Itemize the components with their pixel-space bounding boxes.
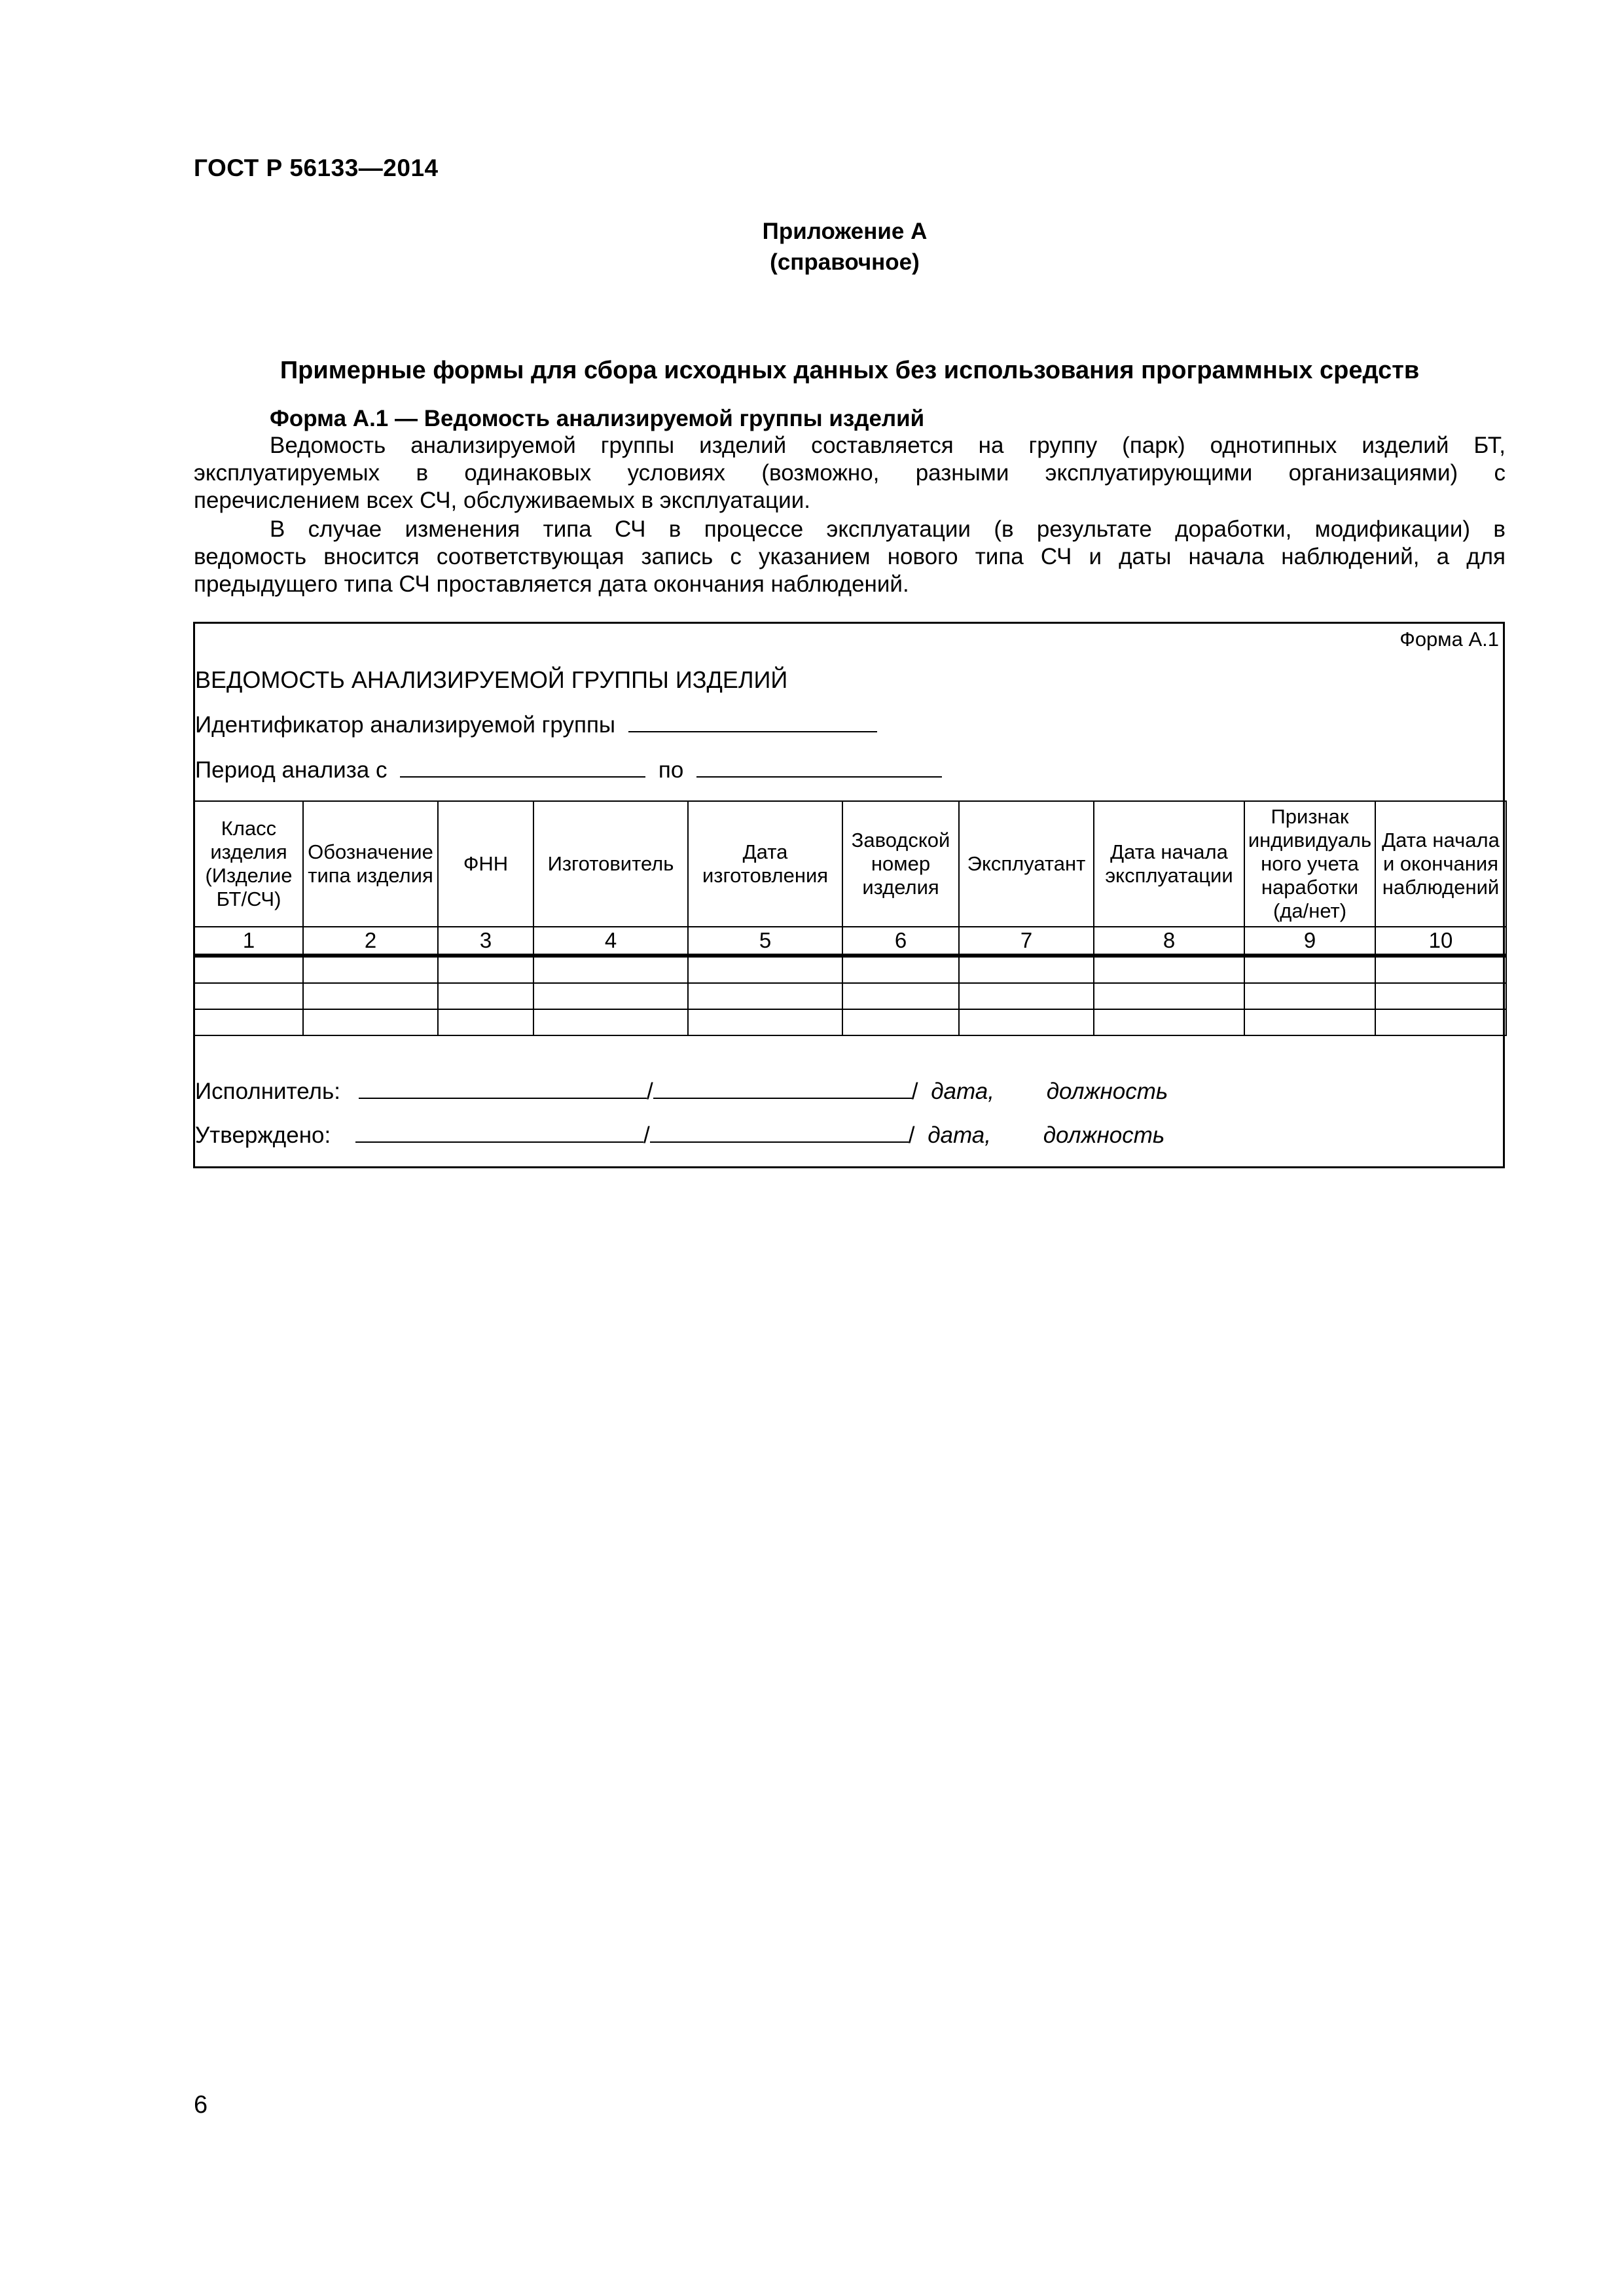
table-row [194, 983, 1506, 1009]
table-cell[interactable] [533, 983, 688, 1009]
column-number: 5 [688, 927, 842, 956]
column-header: ФНН [438, 801, 533, 927]
paragraph-1-line: эксплуатируемых в одинаковых условиях (возможно, разными эксплуатирующими организациями) с [194, 460, 1506, 486]
table-cell[interactable] [1244, 983, 1375, 1009]
column-header: Дата начала и окончания наблюдений [1375, 801, 1506, 927]
executor-label: Исполнитель: [195, 1079, 340, 1104]
approved-label: Утверждено: [195, 1122, 331, 1148]
column-number: 6 [842, 927, 959, 956]
table-cell[interactable] [842, 956, 959, 983]
table-cell[interactable] [194, 1009, 303, 1035]
table-cell[interactable] [688, 983, 842, 1009]
column-header: Изготовитель [533, 801, 688, 927]
table-cell[interactable] [1375, 983, 1506, 1009]
table-number-row [194, 927, 1506, 956]
period-to-label: по [658, 757, 684, 783]
executor-signature-field[interactable] [653, 1079, 912, 1099]
table-cell[interactable] [959, 956, 1094, 983]
column-header: Эксплуатант [959, 801, 1094, 927]
period-from-field[interactable] [400, 758, 645, 778]
table-cell[interactable] [1375, 956, 1506, 983]
table-cell[interactable] [438, 1009, 533, 1035]
column-number: 10 [1375, 927, 1506, 956]
table-cell[interactable] [959, 1009, 1094, 1035]
approved-date-label: дата, [928, 1122, 991, 1148]
column-number: 7 [959, 927, 1094, 956]
table-cell[interactable] [533, 956, 688, 983]
table-cell[interactable] [533, 1009, 688, 1035]
section-title: Примерные формы для сбора исходных данных без использования программных средств [280, 357, 1420, 384]
page-number: 6 [194, 2091, 208, 2119]
table-cell[interactable] [303, 1009, 438, 1035]
column-number: 2 [303, 927, 438, 956]
paragraph-2 [194, 516, 1506, 598]
identifier-field[interactable] [628, 713, 877, 732]
paragraph-1-line: Ведомость анализируемой группы изделий составляется на группу (парк) однотипных изделий БТ, [270, 433, 1506, 458]
column-number: 8 [1094, 927, 1244, 956]
executor-position-label: должность [1046, 1079, 1168, 1104]
column-number: 3 [438, 927, 533, 956]
executor-name-field[interactable] [359, 1079, 647, 1099]
column-number: 9 [1244, 927, 1375, 956]
table-cell[interactable] [1375, 1009, 1506, 1035]
column-header: Признак индивидуаль ного учета наработки (да/нет) [1244, 801, 1375, 927]
table-cell[interactable] [194, 983, 303, 1009]
table-cell[interactable] [959, 983, 1094, 1009]
column-header: Дата начала эксплуатации [1094, 801, 1244, 927]
table-cell[interactable] [194, 956, 303, 983]
form-heading: Форма А.1 — Ведомость анализируемой группы изделий [270, 406, 925, 431]
paragraph-2-line: ведомость вносится соответствующая запись с указанием нового типа СЧ и даты начала наблюдений, а для [194, 544, 1506, 569]
appendix-title: Приложение А [762, 219, 928, 244]
period-row [195, 757, 942, 783]
column-number: 4 [533, 927, 688, 956]
paragraph-2-line: предыдущего типа СЧ проставляется дата окончания наблюдений. [194, 571, 909, 597]
table-cell[interactable] [438, 983, 533, 1009]
form-title: ВЕДОМОСТЬ АНАЛИЗИРУЕМОЙ ГРУППЫ ИЗДЕЛИЙ [195, 666, 788, 693]
column-header: Обозначение типа изделия [303, 801, 438, 927]
identifier-row [195, 712, 877, 738]
table-cell[interactable] [688, 1009, 842, 1035]
form-table [194, 800, 1507, 1036]
table-cell[interactable] [1244, 1009, 1375, 1035]
form-a1-box [193, 622, 1505, 1168]
table-cell[interactable] [1094, 1009, 1244, 1035]
approved-name-field[interactable] [355, 1123, 643, 1143]
table-cell[interactable] [1094, 983, 1244, 1009]
approved-row: Утверждено: / / дата, должность [195, 1122, 1165, 1148]
approved-signature-field[interactable] [650, 1123, 909, 1143]
executor-date-label: дата, [931, 1079, 994, 1104]
column-header: Класс изделия (Изделие БТ/СЧ) [194, 801, 303, 927]
table-cell[interactable] [688, 956, 842, 983]
table-cell[interactable] [303, 956, 438, 983]
approved-position-label: должность [1043, 1122, 1165, 1148]
appendix-subtitle: (справочное) [770, 249, 920, 275]
period-to-field[interactable] [696, 758, 942, 778]
paragraph-1-line: перечислением всех СЧ, обслуживаемых в эксплуатации. [194, 488, 811, 513]
table-cell[interactable] [303, 983, 438, 1009]
table-header-row [194, 801, 1506, 927]
table-cell[interactable] [1244, 956, 1375, 983]
form-label: Форма А.1 [1399, 628, 1499, 651]
paragraph-2-line: В случае изменения типа СЧ в процессе эксплуатации (в результате доработки, модификации) в [270, 516, 1506, 542]
document-standard-header: ГОСТ Р 56133—2014 [194, 154, 439, 181]
column-header: Дата изготовления [688, 801, 842, 927]
table-row [194, 1009, 1506, 1035]
period-label: Период анализа с [195, 757, 388, 783]
table-cell[interactable] [1094, 956, 1244, 983]
table-cell[interactable] [842, 983, 959, 1009]
table-cell[interactable] [438, 956, 533, 983]
executor-row: Исполнитель: / / дата, должность [195, 1079, 1168, 1104]
column-header: Заводской номер изделия [842, 801, 959, 927]
paragraph-1 [194, 432, 1506, 514]
table-row [194, 956, 1506, 983]
table-cell[interactable] [842, 1009, 959, 1035]
column-number: 1 [194, 927, 303, 956]
identifier-label: Идентификатор анализируемой группы [195, 712, 616, 738]
